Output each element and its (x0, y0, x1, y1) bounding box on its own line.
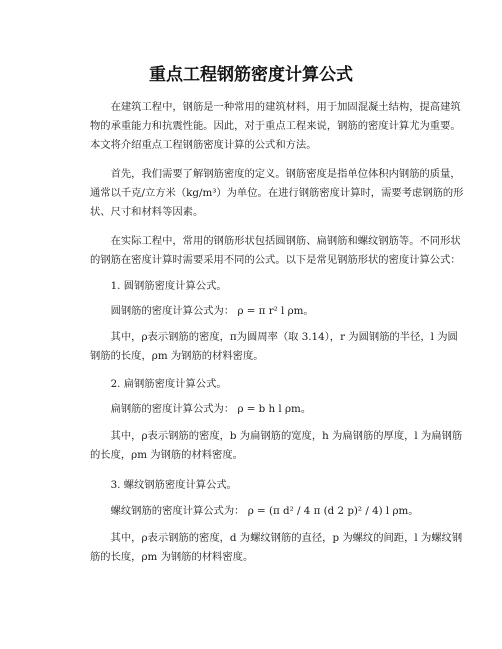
section-heading: 1. 圆钢筋密度计算公式。 (110, 280, 227, 292)
page-title: 重点工程钢筋密度计算公式 (149, 65, 353, 85)
formula-round-bar (90, 302, 412, 321)
formula-label: 扁钢筋的密度计算公式为： (110, 403, 235, 415)
section-heading: 3. 螺纹钢筋密度计算公式。 (110, 479, 237, 491)
explanation-round-bar (90, 328, 458, 366)
section-round-bar (90, 277, 412, 296)
formula-line (90, 502, 419, 521)
formula-label: 螺纹钢筋的密度计算公式为： (110, 505, 245, 517)
formula-flat-bar (90, 400, 412, 419)
formula: ρ = π r² l ρm。 (237, 305, 314, 317)
formula: ρ = b h l ρm。 (237, 403, 312, 415)
shapes-paragraph (90, 232, 461, 270)
text-line: 本文将介绍重点工程钢筋密度计算的公式和方法。 (90, 139, 317, 151)
definition-paragraph (90, 165, 464, 222)
text-line: 状、尺寸和材料等因素。 (90, 206, 204, 218)
text-line: 其中，ρ表示钢筋的密度，b 为扁钢筋的宽度，h 为扁钢筋的厚度，l 为扁钢筋 (110, 430, 463, 442)
formula-threaded-bar (90, 502, 419, 521)
explanation-flat-bar (90, 427, 463, 465)
formula-label: 圆钢筋的密度计算公式为： (110, 305, 235, 317)
text-line: 在实际工程中，常用的钢筋形状包括圆钢筋、扁钢筋和螺纹钢筋等。不同形状 (110, 235, 461, 247)
section-threaded-bar (90, 476, 412, 495)
explanation-threaded-bar (90, 529, 463, 567)
text-line: 钢筋的长度，ρm 为钢筋的材料密度。 (90, 350, 264, 362)
section-flat-bar (90, 375, 412, 394)
formula-line (90, 400, 412, 419)
formula: ρ = (π d² / 4 π (d 2 p)² / 4) l ρm。 (247, 505, 419, 517)
formula-line (90, 302, 412, 321)
intro-paragraph (90, 98, 461, 155)
text-line: 通常以千克/立方米（kg/m³）为单位。在进行钢筋密度计算时，需要考虑钢筋的形 (90, 187, 464, 199)
text-line: 物的承重能力和抗震性能。因此，对于重点工程来说，钢筋的密度计算尤为重要。 (90, 120, 461, 132)
section-heading: 2. 扁钢筋密度计算公式。 (110, 378, 227, 390)
text-line: 在建筑工程中，钢筋是一种常用的建筑材料，用于加固混凝土结构，提高建筑 (110, 101, 461, 113)
text-line: 首先，我们需要了解钢筋密度的定义。钢筋密度是指单位体积内钢筋的质量， (110, 168, 461, 180)
text-line: 的长度，ρm 为钢筋的材料密度。 (90, 449, 243, 461)
text-line: 其中，ρ表示钢筋的密度，π为圆周率（取 3.14），r 为圆钢筋的半径，l 为圆 (110, 331, 458, 343)
text-line: 筋的长度，ρm 为钢筋的材料密度。 (90, 551, 254, 563)
text-line: 的钢筋在密度计算时需要采用不同的公式。以下是常见钢筋形状的密度计算公式： (90, 254, 461, 266)
text-line: 其中，ρ表示钢筋的密度，d 为螺纹钢筋的直径，p 为螺纹的间距，l 为螺纹钢 (110, 532, 463, 544)
